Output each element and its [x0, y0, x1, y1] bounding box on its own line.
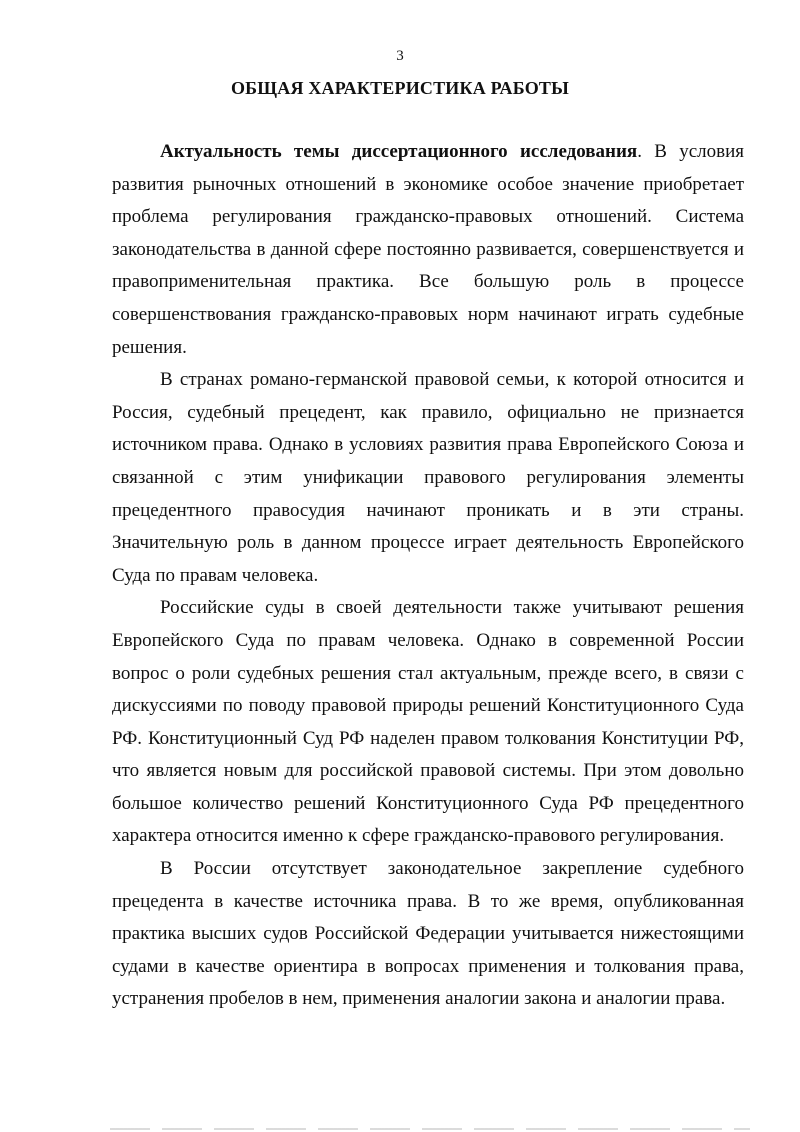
section-heading: ОБЩАЯ ХАРАКТЕРИСТИКА РАБОТЫ	[230, 78, 570, 98]
scan-artifact-rule	[110, 1128, 750, 1130]
paragraph-russian-courts: Российские суды в своей деятельности также учитывают решения Европейского Суда по правам человека. Однако в современной России вопрос о роли судебных решения стал актуальным, прежде всего, в связи с дискуссиями по поводу правовой природы решений Конституционного Суда РФ. Конституционный Суд РФ наделен правом толкования Конституции РФ, что является новым для российской правовой системы. При этом довольно большое количество решений Конституционного Суда РФ прецедентного характера относится именно к сфере гражданско-правового регулирования.	[112, 597, 744, 847]
paragraph-text: . В условия развития рыночных отношений в экономике особое значение приобретает проблема регулирования гражданско-правовых отношений. Система законодательства в данной сфере постоянно развивается, совершенствуется и правоприменительная практика. Все большую роль в процессе совершенствования гражданско-правовых норм начинают играть судебные решения.	[112, 141, 745, 358]
paragraph-relevance	[112, 136, 744, 364]
paragraph-lead-bold: Актуальность темы диссертационного исследования	[160, 141, 638, 162]
page-number: 3	[396, 48, 404, 64]
paragraph-romano-germanic: В странах романо-германской правовой семьи, к которой относится и Россия, судебный прецедент, как правило, официально не признается источником права. Однако в условиях развития права Европейского Союза и связанной с этим унификации правового регулирования элементы прецедентного правосудия начинают проникать и в эти страны. Значительную роль в данном процессе играет деятельность Европейского Суда по правам человека.	[112, 369, 744, 586]
body-text	[112, 136, 744, 1016]
paragraph-precedent-russia: В России отсутствует законодательное закрепление судебного прецедента в качестве источника права. В то же время, опубликованная практика высших судов Российской Федерации учитывается нижестоящими судами в качестве ориентира в вопросах применения и толкования права, устранения пробелов в нем, применения аналогии закона и аналогии права.	[112, 858, 744, 1010]
